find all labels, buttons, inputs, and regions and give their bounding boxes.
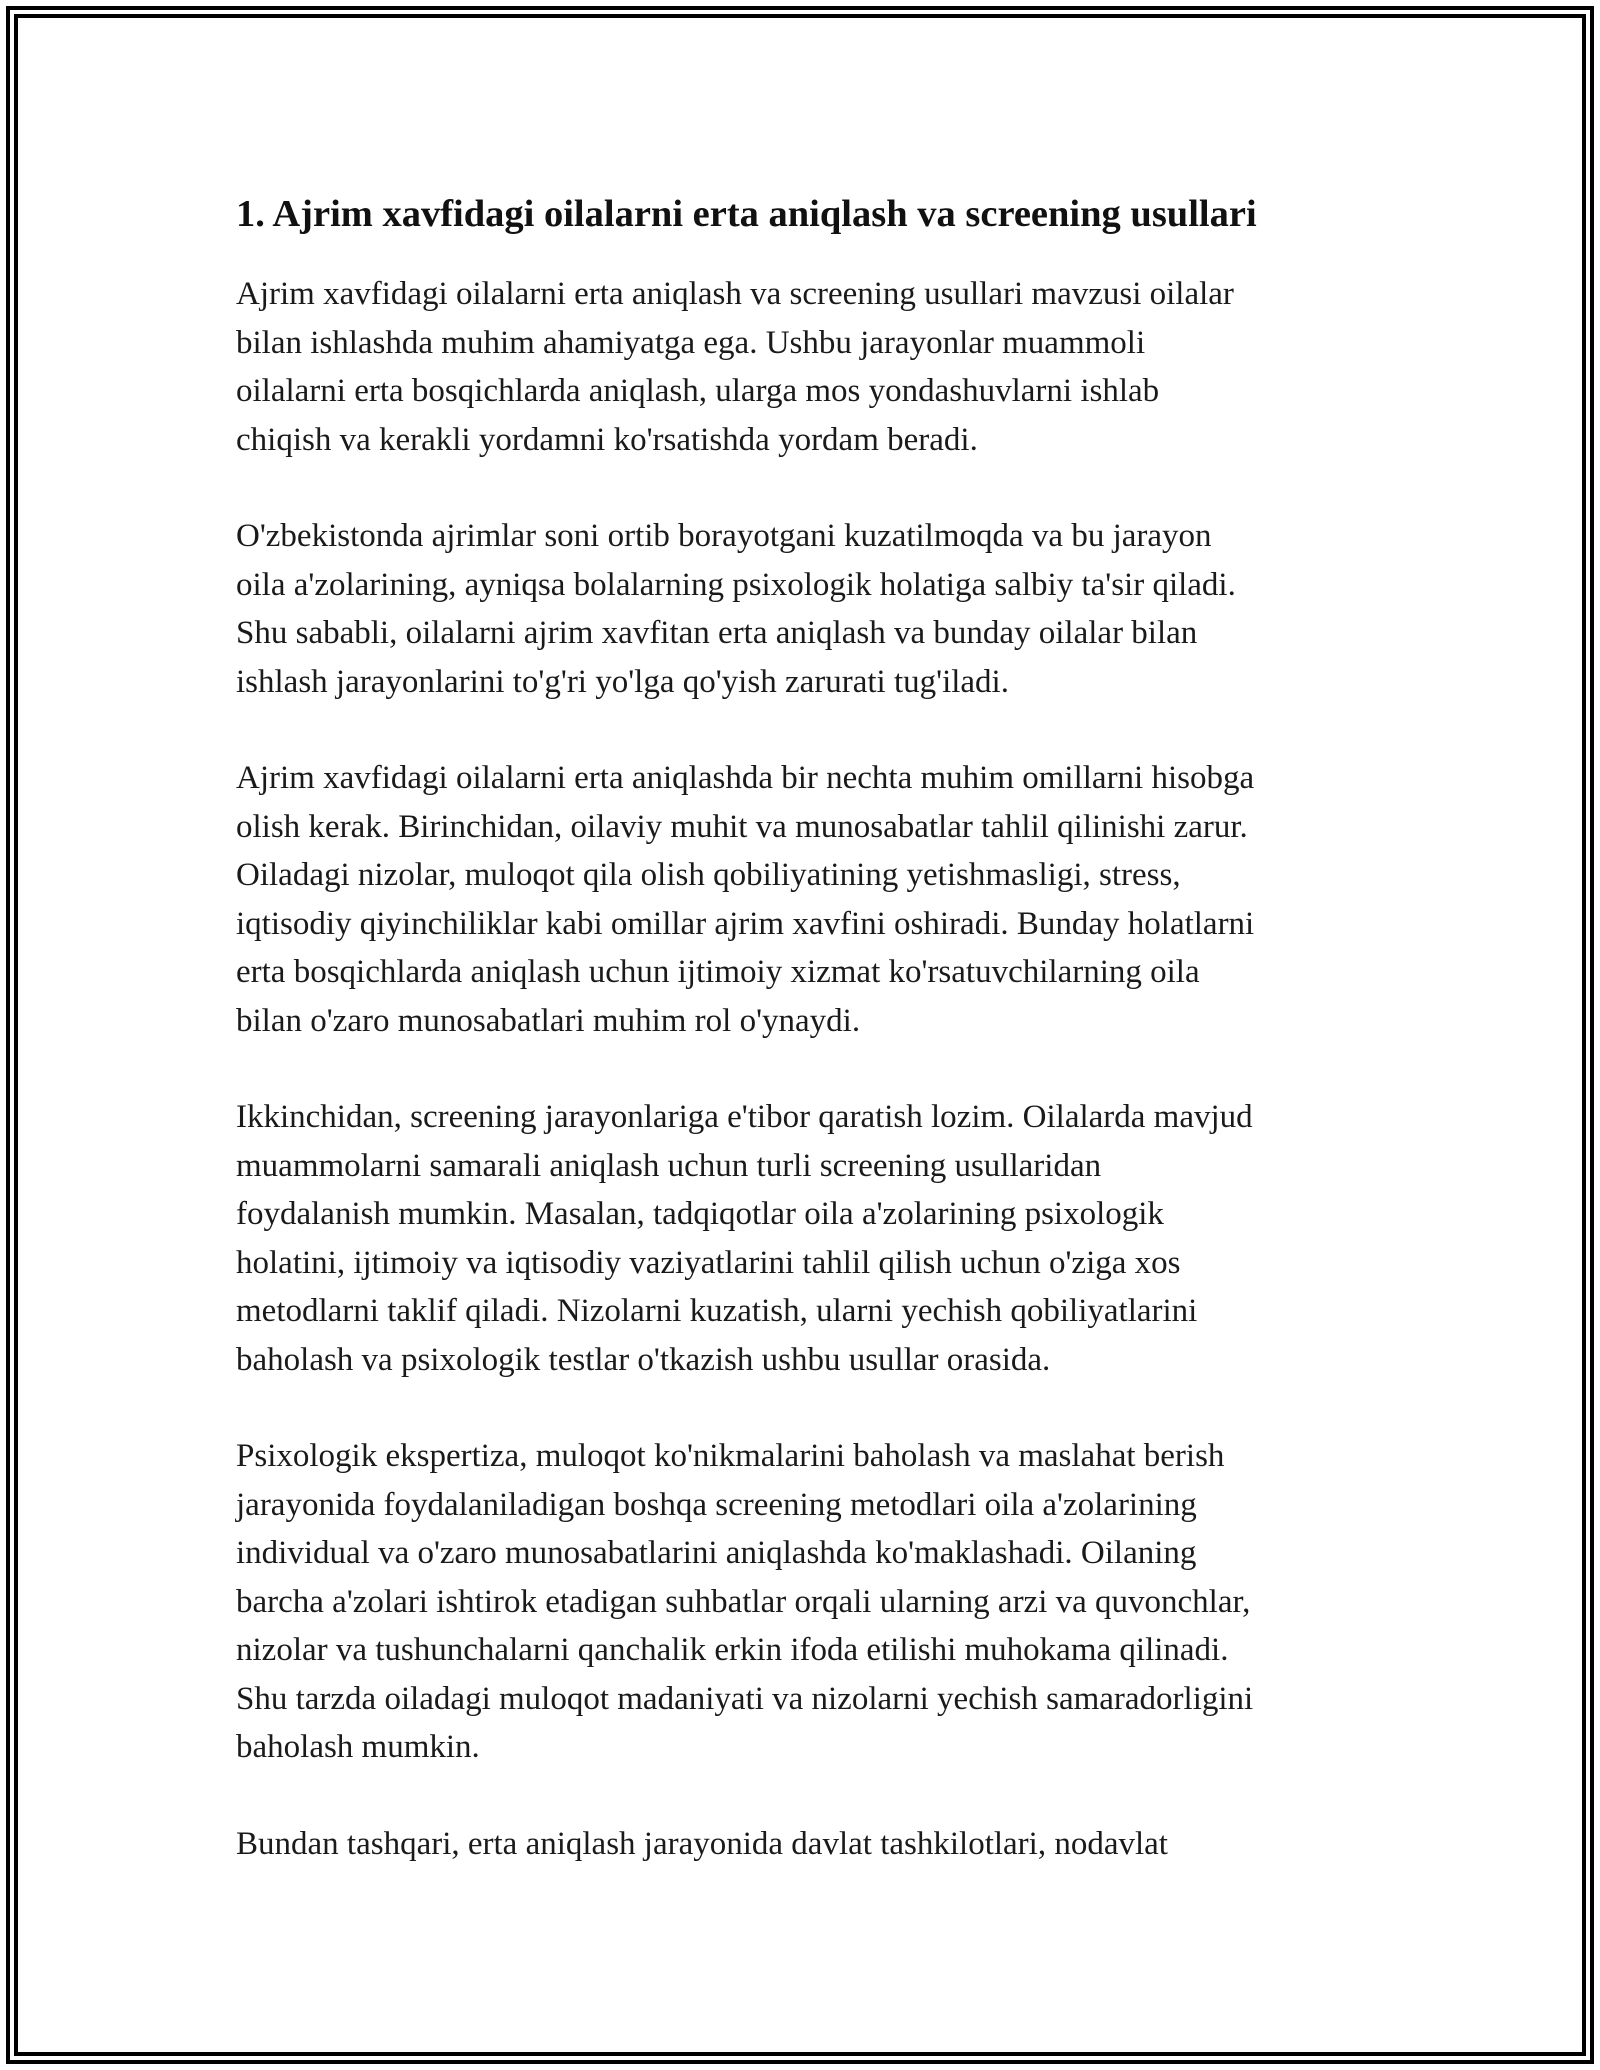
- text-line: muammolarni samarali aniqlash uchun turli screening usullaridan: [236, 1147, 1102, 1184]
- text-line: olish kerak. Birinchidan, oilaviy muhit va munosabatlar tahlil qilinishi zarur.: [236, 808, 1248, 845]
- paragraph-2: [236, 512, 1376, 706]
- text-line: Shu tarzda oiladagi muloqot madaniyati va nizolarni yechish samaradorligini: [236, 1680, 1254, 1717]
- text-line: Bundan tashqari, erta aniqlash jarayonida davlat tashkilotlari, nodavlat: [236, 1825, 1168, 1862]
- section-heading: 1. Ajrim xavfidagi oilalarni erta aniqlash va screening usullari: [236, 193, 1257, 235]
- text-line: baholash va psixologik testlar o'tkazish ushbu usullar orasida.: [236, 1341, 1051, 1378]
- text-line: bilan o'zaro munosabatlari muhim rol o'ynaydi.: [236, 1002, 861, 1039]
- text-line: oilalarni erta bosqichlarda aniqlash, ularga mos yondashuvlarni ishlab: [236, 373, 1160, 409]
- text-line: Oiladagi nizolar, muloqot qila olish qobiliyatining yetishmasligi, stress,: [236, 857, 1181, 893]
- text-line: nizolar va tushunchalarni qanchalik erkin ifoda etilishi muhokama qilinadi.: [236, 1632, 1229, 1668]
- text-line: bilan ishlashda muhim ahamiyatga ega. Ushbu jarayonlar muammoli: [236, 324, 1146, 361]
- text-line: ishlash jarayonlarini to'g'ri yo'lga qo'yish zarurati tug'iladi.: [236, 663, 1009, 700]
- paragraph-3: [236, 754, 1376, 1045]
- text-line: foydalanish mumkin. Masalan, tadqiqotlar oila a'zolarining psixologik: [236, 1196, 1164, 1232]
- text-line: Psixologik ekspertiza, muloqot ko'nikmalarini baholash va maslahat berish: [236, 1438, 1225, 1474]
- text-line: chiqish va kerakli yordamni ko'rsatishda yordam beradi.: [236, 421, 978, 458]
- document-body: [236, 188, 1376, 1916]
- text-line: oila a'zolarining, ayniqsa bolalarning psixologik holatiga salbiy ta'sir qiladi.: [236, 566, 1236, 603]
- text-line: barcha a'zolari ishtirok etadigan suhbatlar orqali ularning arzi va quvonchlar,: [236, 1583, 1251, 1620]
- text-line: holatini, ijtimoiy va iqtisodiy vaziyatlarini tahlil qilish uchun o'ziga xos: [236, 1244, 1181, 1281]
- text-line: Ajrim xavfidagi oilalarni erta aniqlashda bir nechta muhim omillarni hisobga: [236, 760, 1255, 796]
- text-line: metodlarni taklif qiladi. Nizolarni kuzatish, ularni yechish qobiliyatlarini: [236, 1293, 1198, 1329]
- text-line: Shu sababli, oilalarni ajrim xavfitan erta aniqlash va bunday oilalar bilan: [236, 615, 1198, 651]
- paragraph-1: [236, 270, 1376, 464]
- text-line: O'zbekistonda ajrimlar soni ortib borayotgani kuzatilmoqda va bu jarayon: [236, 518, 1212, 554]
- paragraph-4: [236, 1093, 1376, 1384]
- text-line: baholash mumkin.: [236, 1729, 480, 1765]
- text-line: iqtisodiy qiyinchiliklar kabi omillar ajrim xavfini oshiradi. Bunday holatlarni: [236, 905, 1255, 942]
- text-line: jarayonida foydalaniladigan boshqa screening metodlari oila a'zolarining: [236, 1486, 1197, 1523]
- paragraph-5: [236, 1432, 1376, 1772]
- text-line: Ajrim xavfidagi oilalarni erta aniqlash va screening usullari mavzusi oilalar: [236, 276, 1234, 312]
- text-line: erta bosqichlarda aniqlash uchun ijtimoiy xizmat ko'rsatuvchilarning oila: [236, 954, 1200, 990]
- text-line: individual va o'zaro munosabatlarini aniqlashda ko'maklashadi. Oilaning: [236, 1535, 1197, 1571]
- text-line: Ikkinchidan, screening jarayonlariga e'tibor qaratish lozim. Oilalarda mavjud: [236, 1099, 1253, 1135]
- paragraph-6: [236, 1820, 1376, 1869]
